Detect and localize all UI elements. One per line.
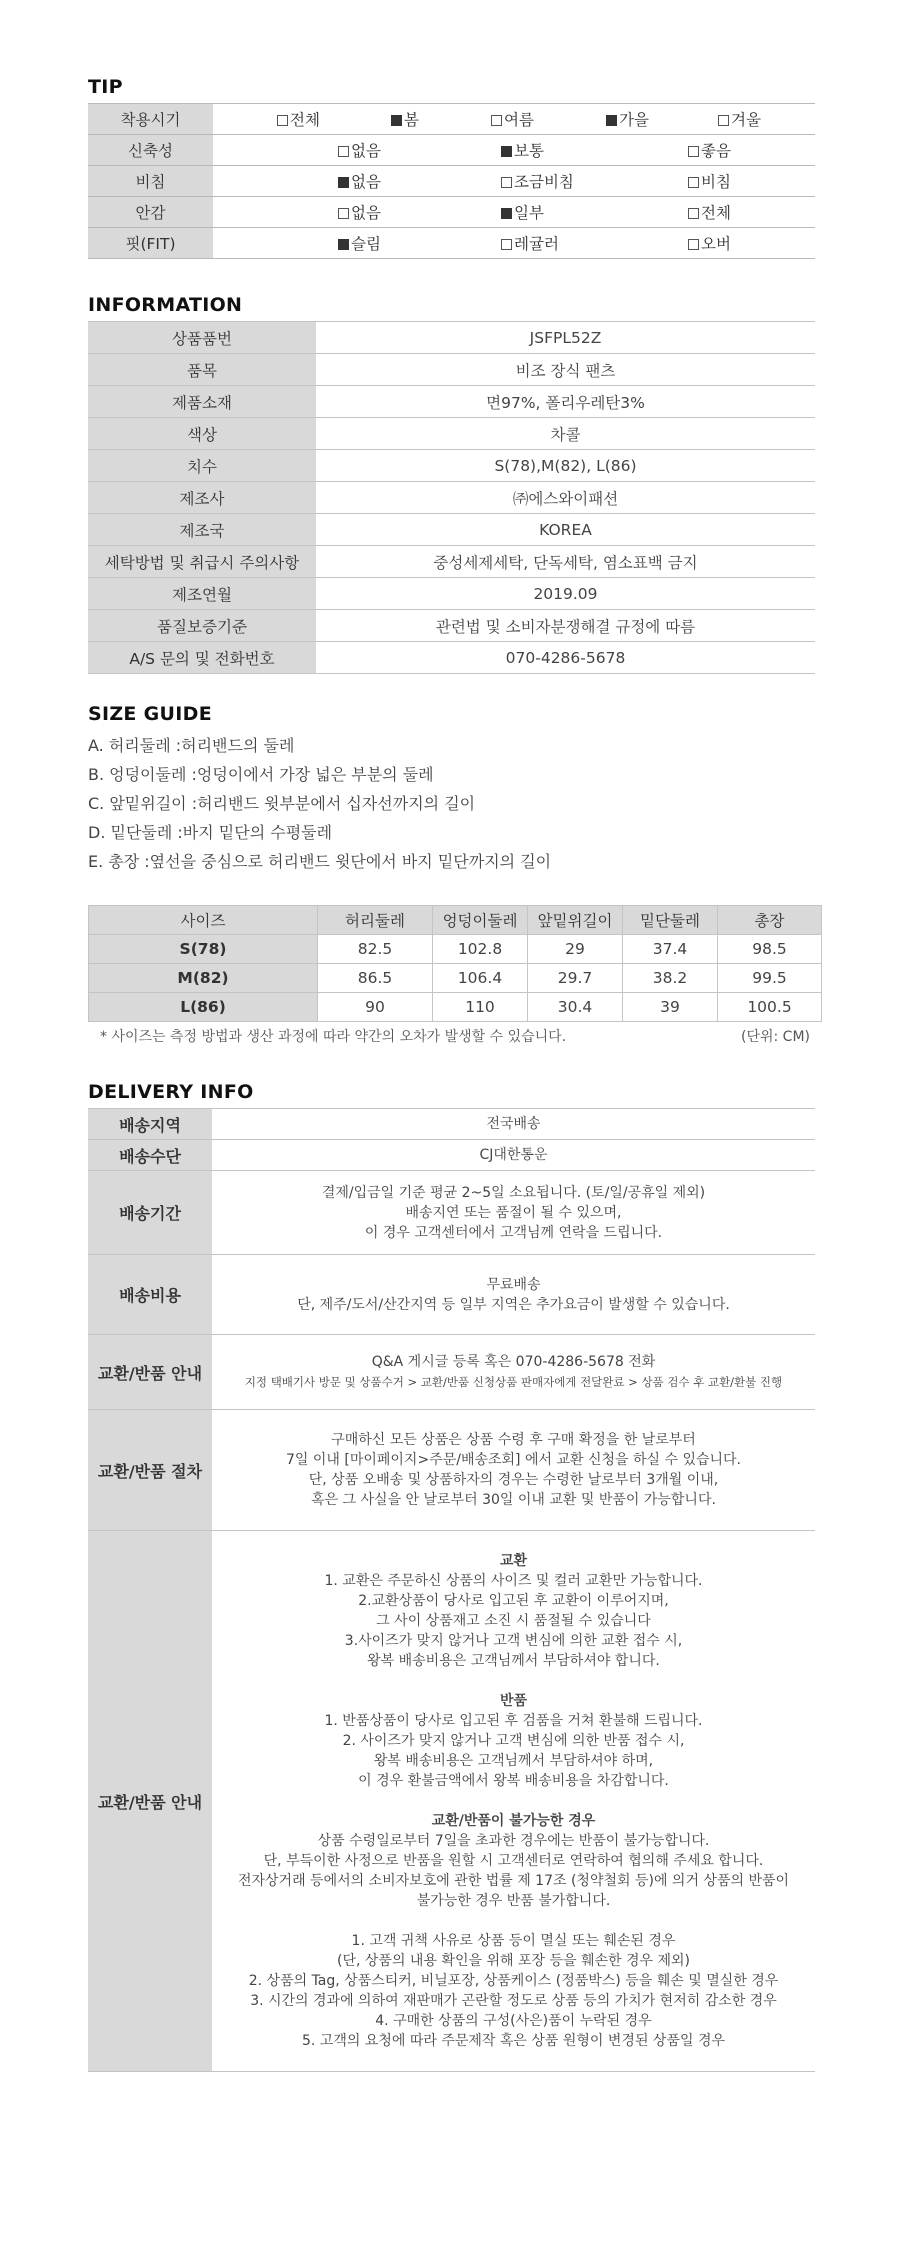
information-key: 품질보증기준 — [88, 610, 316, 642]
size-guide-definitions — [88, 731, 551, 876]
delivery-key: 교환/반품 절차 — [88, 1410, 212, 1531]
size-definition: B. 엉덩이둘레 :엉덩이에서 가장 넓은 부분의 둘레 — [88, 765, 434, 784]
delivery-table — [88, 1108, 815, 2072]
information-value: KOREA — [316, 514, 815, 546]
tip-row — [88, 166, 815, 197]
delivery-subheading: 반품 — [499, 1693, 528, 1709]
tip-option-label: 슬림 — [351, 235, 381, 253]
unchecked-box-icon — [338, 146, 349, 157]
delivery-value — [212, 1140, 815, 1171]
unchecked-box-icon — [277, 115, 288, 126]
delivery-line: 혹은 그 사실을 안 날로부터 30일 이내 교환 및 반품이 가능합니다. — [311, 1492, 716, 1508]
size-definition: E. 총장 :옆선을 중심으로 허리밴드 윗단에서 바지 밑단까지의 길이 — [88, 852, 552, 871]
checked-box-icon — [606, 115, 617, 126]
size-value: 86.5 — [318, 964, 433, 993]
tip-option-label: 가을 — [619, 111, 649, 129]
size-table — [88, 905, 822, 1022]
information-row — [88, 546, 815, 578]
tip-section-title: TIP — [88, 76, 123, 98]
delivery-row — [88, 1171, 815, 1255]
information-row — [88, 354, 815, 386]
size-value: 102.8 — [433, 935, 528, 964]
tip-option — [688, 232, 731, 254]
information-value: 차콜 — [316, 418, 815, 450]
delivery-line: 단, 상품 오배송 및 상품하자의 경우는 수령한 날로부터 3개월 이내, — [308, 1472, 719, 1488]
checked-box-icon — [338, 239, 349, 250]
size-label: S(78) — [89, 935, 318, 964]
checked-box-icon — [501, 208, 512, 219]
size-value: 100.5 — [718, 993, 822, 1022]
size-table-header: 허리둘레 — [318, 906, 433, 935]
size-definition: A. 허리둘레 :허리밴드의 둘레 — [88, 736, 295, 755]
delivery-subheading: 교환 — [499, 1553, 528, 1569]
size-guide-section-title: SIZE GUIDE — [88, 703, 212, 725]
delivery-line: 5. 고객의 요청에 따라 주문제작 혹은 상품 원형이 변경된 상품일 경우 — [301, 2033, 725, 2049]
delivery-line: 전자상거래 등에서의 소비자보호에 관한 법률 제 17조 (청약철회 등)에 의거 상품의 반품이 — [237, 1873, 790, 1889]
size-label: M(82) — [89, 964, 318, 993]
tip-option-label: 전체 — [701, 204, 731, 222]
size-value: 38.2 — [623, 964, 718, 993]
information-row — [88, 610, 815, 642]
size-definition: D. 밑단둘레 :바지 밑단의 수평둘레 — [88, 823, 333, 842]
information-row — [88, 642, 815, 674]
unchecked-box-icon — [501, 239, 512, 250]
information-value: 2019.09 — [316, 578, 815, 610]
delivery-line: (단, 상품의 내용 확인을 위해 포장 등을 훼손한 경우 제외) — [337, 1953, 690, 1969]
information-row — [88, 322, 815, 354]
delivery-line: 전국배송 — [486, 1116, 541, 1132]
delivery-value — [212, 1335, 815, 1410]
tip-row-options — [213, 135, 815, 166]
tip-row-options — [213, 166, 815, 197]
information-key: 치수 — [88, 450, 316, 482]
tip-option — [688, 170, 731, 192]
information-value: 070-4286-5678 — [316, 642, 815, 674]
information-value: 비조 장식 팬츠 — [316, 354, 815, 386]
delivery-row — [88, 1531, 815, 2072]
tip-option-label: 비침 — [701, 173, 731, 191]
delivery-row — [88, 1109, 815, 1140]
size-value: 29.7 — [528, 964, 623, 993]
information-key: 세탁방법 및 취급시 주의사항 — [88, 546, 316, 578]
tip-option-label: 없음 — [351, 142, 381, 160]
information-key: 품목 — [88, 354, 316, 386]
tip-option — [606, 108, 649, 130]
information-value: JSFPL52Z — [316, 322, 815, 354]
unchecked-box-icon — [688, 208, 699, 219]
tip-option — [338, 201, 381, 223]
tip-row — [88, 135, 815, 166]
delivery-line: 이 경우 환불금액에서 왕복 배송비용을 차감합니다. — [358, 1773, 669, 1789]
delivery-line: 상품 수령일로부터 7일을 초과한 경우에는 반품이 불가능합니다. — [317, 1833, 710, 1849]
information-key: 제조사 — [88, 482, 316, 514]
tip-option — [688, 139, 731, 161]
delivery-line: 단, 부득이한 사정으로 반품을 원할 시 고객센터로 연락하여 협의해 주세요 합니다. — [263, 1853, 764, 1869]
tip-option — [491, 108, 534, 130]
size-table-header: 밑단둘레 — [623, 906, 718, 935]
tip-row — [88, 228, 815, 259]
delivery-key: 배송기간 — [88, 1171, 212, 1255]
delivery-value — [212, 1171, 815, 1255]
delivery-key: 교환/반품 안내 — [88, 1335, 212, 1410]
information-row — [88, 514, 815, 546]
size-table-header: 총장 — [718, 906, 822, 935]
size-value: 29 — [528, 935, 623, 964]
size-table-header: 사이즈 — [89, 906, 318, 935]
delivery-subheading: 교환/반품이 불가능한 경우 — [431, 1813, 596, 1829]
size-definition: C. 앞밑위길이 :허리밴드 윗부분에서 십자선까지의 길이 — [88, 794, 476, 813]
size-unit: (단위: CM) — [741, 1029, 810, 1045]
unchecked-box-icon — [718, 115, 729, 126]
unchecked-box-icon — [338, 208, 349, 219]
delivery-line: 왕복 배송비용은 고객님께서 부담하셔야 하며, — [373, 1753, 654, 1769]
information-key: 제조연월 — [88, 578, 316, 610]
delivery-value — [212, 1531, 815, 2072]
tip-option-label: 조금비침 — [514, 173, 574, 191]
delivery-line: 배송지연 또는 품절이 될 수 있으며, — [405, 1204, 622, 1221]
unchecked-box-icon — [688, 177, 699, 188]
size-table-row — [89, 993, 822, 1022]
delivery-value — [212, 1255, 815, 1335]
tip-row-options — [213, 104, 815, 135]
size-value: 99.5 — [718, 964, 822, 993]
information-key: 제품소재 — [88, 386, 316, 418]
tip-option — [501, 170, 574, 192]
delivery-row — [88, 1255, 815, 1335]
size-value: 110 — [433, 993, 528, 1022]
tip-row — [88, 104, 815, 135]
tip-option-label: 겨울 — [731, 111, 761, 129]
tip-row-label: 비침 — [88, 166, 213, 197]
delivery-line: 1. 고객 귀책 사유로 상품 등이 멸실 또는 훼손된 경우 — [351, 1933, 676, 1949]
unchecked-box-icon — [491, 115, 502, 126]
checked-box-icon — [338, 177, 349, 188]
tip-row-label: 안감 — [88, 197, 213, 228]
tip-table — [88, 103, 815, 259]
delivery-key: 배송비용 — [88, 1255, 212, 1335]
delivery-line: 2. 사이즈가 맞지 않거나 고객 변심에 의한 반품 접수 시, — [342, 1733, 685, 1749]
size-value: 98.5 — [718, 935, 822, 964]
delivery-row — [88, 1335, 815, 1410]
tip-option — [338, 170, 381, 192]
tip-option — [338, 232, 381, 254]
delivery-line: 단, 제주/도서/산간지역 등 일부 지역은 추가요금이 발생할 수 있습니다. — [297, 1296, 730, 1313]
information-key: 제조국 — [88, 514, 316, 546]
tip-row-label: 신축성 — [88, 135, 213, 166]
information-value: ㈜에스와이패션 — [316, 482, 815, 514]
paragraph-gap — [212, 1791, 815, 1811]
tip-row — [88, 197, 815, 228]
paragraph-gap — [212, 1911, 815, 1931]
tip-option — [338, 139, 381, 161]
tip-row-label: 착용시기 — [88, 104, 213, 135]
delivery-key: 배송수단 — [88, 1140, 212, 1171]
information-key: 색상 — [88, 418, 316, 450]
tip-option-label: 없음 — [351, 204, 381, 222]
checked-box-icon — [501, 146, 512, 157]
size-table-header: 엉덩이둘레 — [433, 906, 528, 935]
delivery-line: 그 사이 상품재고 소진 시 품절될 수 있습니다 — [376, 1613, 651, 1629]
information-key: 상품품번 — [88, 322, 316, 354]
unchecked-box-icon — [501, 177, 512, 188]
delivery-line: 3.사이즈가 맞지 않거나 고객 변심에 의한 교환 접수 시, — [344, 1633, 683, 1649]
tip-option-label: 없음 — [351, 173, 381, 191]
information-row — [88, 418, 815, 450]
size-label: L(86) — [89, 993, 318, 1022]
tip-option-label: 보통 — [514, 142, 544, 160]
tip-row-options — [213, 228, 815, 259]
delivery-value — [212, 1109, 815, 1140]
delivery-line: 3. 시간의 경과에 의하여 재판매가 곤란할 정도로 상품 등의 가치가 현저히 감소한 경우 — [250, 1993, 777, 2009]
information-key: A/S 문의 및 전화번호 — [88, 642, 316, 674]
information-table — [88, 321, 815, 674]
delivery-row — [88, 1410, 815, 1531]
tip-option — [501, 232, 559, 254]
delivery-line: 7일 이내 [마이페이지>주문/배송조회] 에서 교환 신청을 하실 수 있습니다. — [285, 1452, 741, 1468]
delivery-key: 교환/반품 안내 — [88, 1531, 212, 2072]
paragraph-gap — [212, 1671, 815, 1691]
size-table-row — [89, 964, 822, 993]
size-value: 90 — [318, 993, 433, 1022]
delivery-line: 결제/입금일 기준 평균 2~5일 소요됩니다. (토/일/공휴일 제외) — [321, 1184, 706, 1201]
delivery-line: 불가능한 경우 반품 불가합니다. — [416, 1893, 611, 1909]
tip-row-options — [213, 197, 815, 228]
size-note: * 사이즈는 측정 방법과 생산 과정에 따라 약간의 오차가 발생할 수 있습니다. — [100, 1029, 567, 1045]
delivery-line: 4. 구매한 상품의 구성(사은)품이 누락된 경우 — [375, 2013, 652, 2029]
information-value: 면97%, 폴리우레탄3% — [316, 386, 815, 418]
information-value: 중성세제세탁, 단독세탁, 염소표백 금지 — [316, 546, 815, 578]
delivery-line: Q&A 게시글 등록 혹은 070-4286-5678 전화 — [371, 1354, 656, 1370]
size-table-header-row — [89, 906, 822, 935]
size-value: 39 — [623, 993, 718, 1022]
tip-option — [688, 201, 731, 223]
delivery-line: 왕복 배송비용은 고객님께서 부담하셔야 합니다. — [367, 1653, 660, 1669]
size-value: 30.4 — [528, 993, 623, 1022]
size-value: 106.4 — [433, 964, 528, 993]
information-row — [88, 450, 815, 482]
tip-option — [501, 139, 544, 161]
checked-box-icon — [391, 115, 402, 126]
information-value: 관련법 및 소비자분쟁해결 규정에 따름 — [316, 610, 815, 642]
tip-option-label: 오버 — [701, 235, 731, 253]
delivery-line: 구매하신 모든 상품은 상품 수령 후 구매 확정을 한 날로부터 — [331, 1432, 696, 1448]
delivery-line: CJ대한통운 — [479, 1147, 548, 1163]
delivery-line: 이 경우 고객센터에서 고객님께 연락을 드립니다. — [364, 1224, 663, 1241]
size-table-row — [89, 935, 822, 964]
delivery-line: 지정 택배기사 방문 및 상품수거 > 교환/반품 신청상품 판매자에게 전달완료 > 상품 검수 후 교환/환불 진행 — [244, 1375, 783, 1389]
delivery-value — [212, 1410, 815, 1531]
tip-option-label: 레귤러 — [514, 235, 559, 253]
information-row — [88, 578, 815, 610]
delivery-row — [88, 1140, 815, 1171]
tip-option — [277, 108, 320, 130]
tip-row-label: 핏(FIT) — [88, 228, 213, 259]
size-value: 37.4 — [623, 935, 718, 964]
delivery-line: 1. 반품상품이 당사로 입고된 후 검품을 거쳐 환불해 드립니다. — [324, 1713, 703, 1729]
size-table-header: 앞밑위길이 — [528, 906, 623, 935]
delivery-line: 1. 교환은 주문하신 상품의 사이즈 및 컬러 교환만 가능합니다. — [324, 1573, 703, 1589]
delivery-line: 2. 상품의 Tag, 상품스티커, 비닐포장, 상품케이스 (정품박스) 등을 훼손 및 멸실한 경우 — [248, 1973, 779, 1989]
unchecked-box-icon — [688, 146, 699, 157]
tip-option — [501, 201, 544, 223]
delivery-line: 2.교환상품이 당사로 입고된 후 교환이 이루어지며, — [358, 1593, 669, 1609]
delivery-key: 배송지역 — [88, 1109, 212, 1140]
information-value: S(78),M(82), L(86) — [316, 450, 815, 482]
delivery-section-title: DELIVERY INFO — [88, 1081, 254, 1103]
information-row — [88, 386, 815, 418]
size-value: 82.5 — [318, 935, 433, 964]
delivery-line: 무료배송 — [486, 1276, 541, 1293]
information-section-title: INFORMATION — [88, 294, 243, 316]
tip-option — [718, 108, 761, 130]
tip-option-label: 여름 — [504, 111, 534, 129]
tip-option-label: 전체 — [290, 111, 320, 129]
tip-option — [391, 108, 419, 130]
tip-option-label: 좋음 — [701, 142, 731, 160]
unchecked-box-icon — [688, 239, 699, 250]
tip-option-label: 봄 — [404, 111, 419, 129]
tip-option-label: 일부 — [514, 204, 544, 222]
information-row — [88, 482, 815, 514]
